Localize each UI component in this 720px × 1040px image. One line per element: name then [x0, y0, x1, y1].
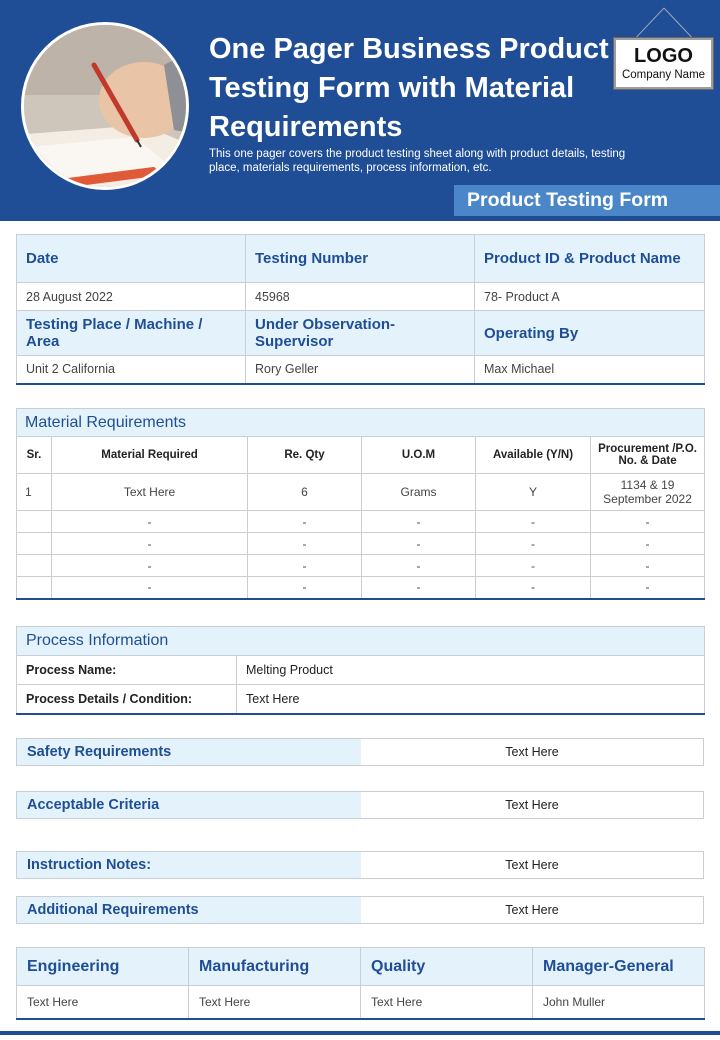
column-header: Available (Y/N)	[476, 437, 591, 474]
table-cell: -	[362, 533, 476, 555]
quality-value: Text Here	[361, 986, 533, 1019]
date-label: Date	[17, 235, 246, 283]
header-band	[0, 0, 720, 221]
table-row	[17, 577, 705, 599]
table-cell: -	[591, 533, 705, 555]
additional-requirements-value: Text Here	[361, 897, 703, 923]
additional-requirements-row	[16, 896, 704, 924]
manager-general-value: John Muller	[533, 986, 705, 1019]
engineering-label: Engineering	[17, 948, 189, 986]
operating-by-value: Max Michael	[475, 356, 705, 384]
table-cell: -	[248, 511, 362, 533]
process-information-title: Process Information	[17, 627, 705, 656]
manager-general-label: Manager-General	[533, 948, 705, 986]
quality-label: Quality	[361, 948, 533, 986]
writing-hand-photo	[21, 22, 189, 190]
table-cell: -	[591, 555, 705, 577]
column-header: Procurement /P.O. No. & Date	[591, 437, 705, 474]
table-cell: -	[248, 577, 362, 599]
supervisor-label: Under Observation- Supervisor	[246, 311, 475, 356]
table-cell: -	[52, 533, 248, 555]
table-cell: -	[362, 577, 476, 599]
table-row	[17, 474, 705, 511]
testing-place-value: Unit 2 California	[17, 356, 246, 384]
page-title: One Pager Business Product Testing Form with Material Requirements	[209, 33, 609, 143]
instruction-notes-row	[16, 851, 704, 879]
product-id-label: Product ID & Product Name	[475, 235, 705, 283]
table-cell: Text Here	[52, 474, 248, 511]
testing-number-label: Testing Number	[246, 235, 475, 283]
instruction-notes-label: Instruction Notes:	[17, 852, 361, 878]
process-details-value: Text Here	[237, 685, 705, 714]
supervisor-value: Rory Geller	[246, 356, 475, 384]
table-cell: -	[52, 577, 248, 599]
engineering-value: Text Here	[17, 986, 189, 1019]
table-cell: -	[52, 511, 248, 533]
table-row	[17, 555, 705, 577]
instruction-notes-value: Text Here	[361, 852, 703, 878]
column-header: U.O.M	[362, 437, 476, 474]
table-cell: 6	[248, 474, 362, 511]
manufacturing-label: Manufacturing	[189, 948, 361, 986]
table-cell: -	[248, 555, 362, 577]
table-cell: -	[362, 511, 476, 533]
table-cell: -	[362, 555, 476, 577]
safety-requirements-row	[16, 738, 704, 766]
table-cell: 1	[17, 474, 52, 511]
table-cell: -	[52, 555, 248, 577]
material-requirements-title: Material Requirements	[17, 409, 705, 437]
material-requirements-table	[16, 408, 705, 600]
column-header: Sr.	[17, 437, 52, 474]
form-banner: Product Testing Form	[454, 185, 720, 216]
table-row	[17, 533, 705, 555]
process-information-table	[16, 626, 705, 715]
table-cell: -	[476, 555, 591, 577]
table-cell: -	[591, 511, 705, 533]
signoff-table	[16, 947, 705, 1020]
column-header: Material Required	[52, 437, 248, 474]
safety-requirements-label: Safety Requirements	[17, 739, 361, 765]
table-row	[17, 685, 705, 714]
column-header: Re. Qty	[248, 437, 362, 474]
table-cell: -	[591, 577, 705, 599]
company-name: Company Name	[621, 69, 706, 81]
manufacturing-value: Text Here	[189, 986, 361, 1019]
table-cell: Y	[476, 474, 591, 511]
table-cell: -	[476, 533, 591, 555]
process-name-label: Process Name:	[17, 656, 237, 685]
date-value: 28 August 2022	[17, 283, 246, 311]
additional-requirements-label: Additional Requirements	[17, 897, 361, 923]
acceptable-criteria-value: Text Here	[361, 792, 703, 818]
table-cell: Grams	[362, 474, 476, 511]
table-cell: -	[476, 577, 591, 599]
table-cell: -	[248, 533, 362, 555]
acceptable-criteria-row	[16, 791, 704, 819]
page-subtitle: This one pager covers the product testing sheet along with product details, testing place, materials requirements, process information, etc.	[209, 148, 626, 174]
table-cell: -	[476, 511, 591, 533]
safety-requirements-value: Text Here	[361, 739, 703, 765]
logo-text: LOGO	[634, 45, 693, 67]
process-details-label: Process Details / Condition:	[17, 685, 237, 714]
company-logo	[614, 38, 713, 89]
product-id-value: 78- Product A	[475, 283, 705, 311]
testing-place-label: Testing Place / Machine / Area	[17, 311, 246, 356]
acceptable-criteria-label: Acceptable Criteria	[17, 792, 361, 818]
table-cell	[17, 555, 52, 577]
process-name-value: Melting Product	[237, 656, 705, 685]
table-cell	[17, 533, 52, 555]
table-cell	[17, 511, 52, 533]
table-cell	[17, 577, 52, 599]
operating-by-label: Operating By	[475, 311, 705, 356]
table-row	[17, 511, 705, 533]
footer-bar	[0, 1031, 720, 1035]
table-cell: 1134 & 19 September 2022	[591, 474, 705, 511]
product-info-table	[16, 234, 705, 385]
testing-number-value: 45968	[246, 283, 475, 311]
table-row	[17, 656, 705, 685]
